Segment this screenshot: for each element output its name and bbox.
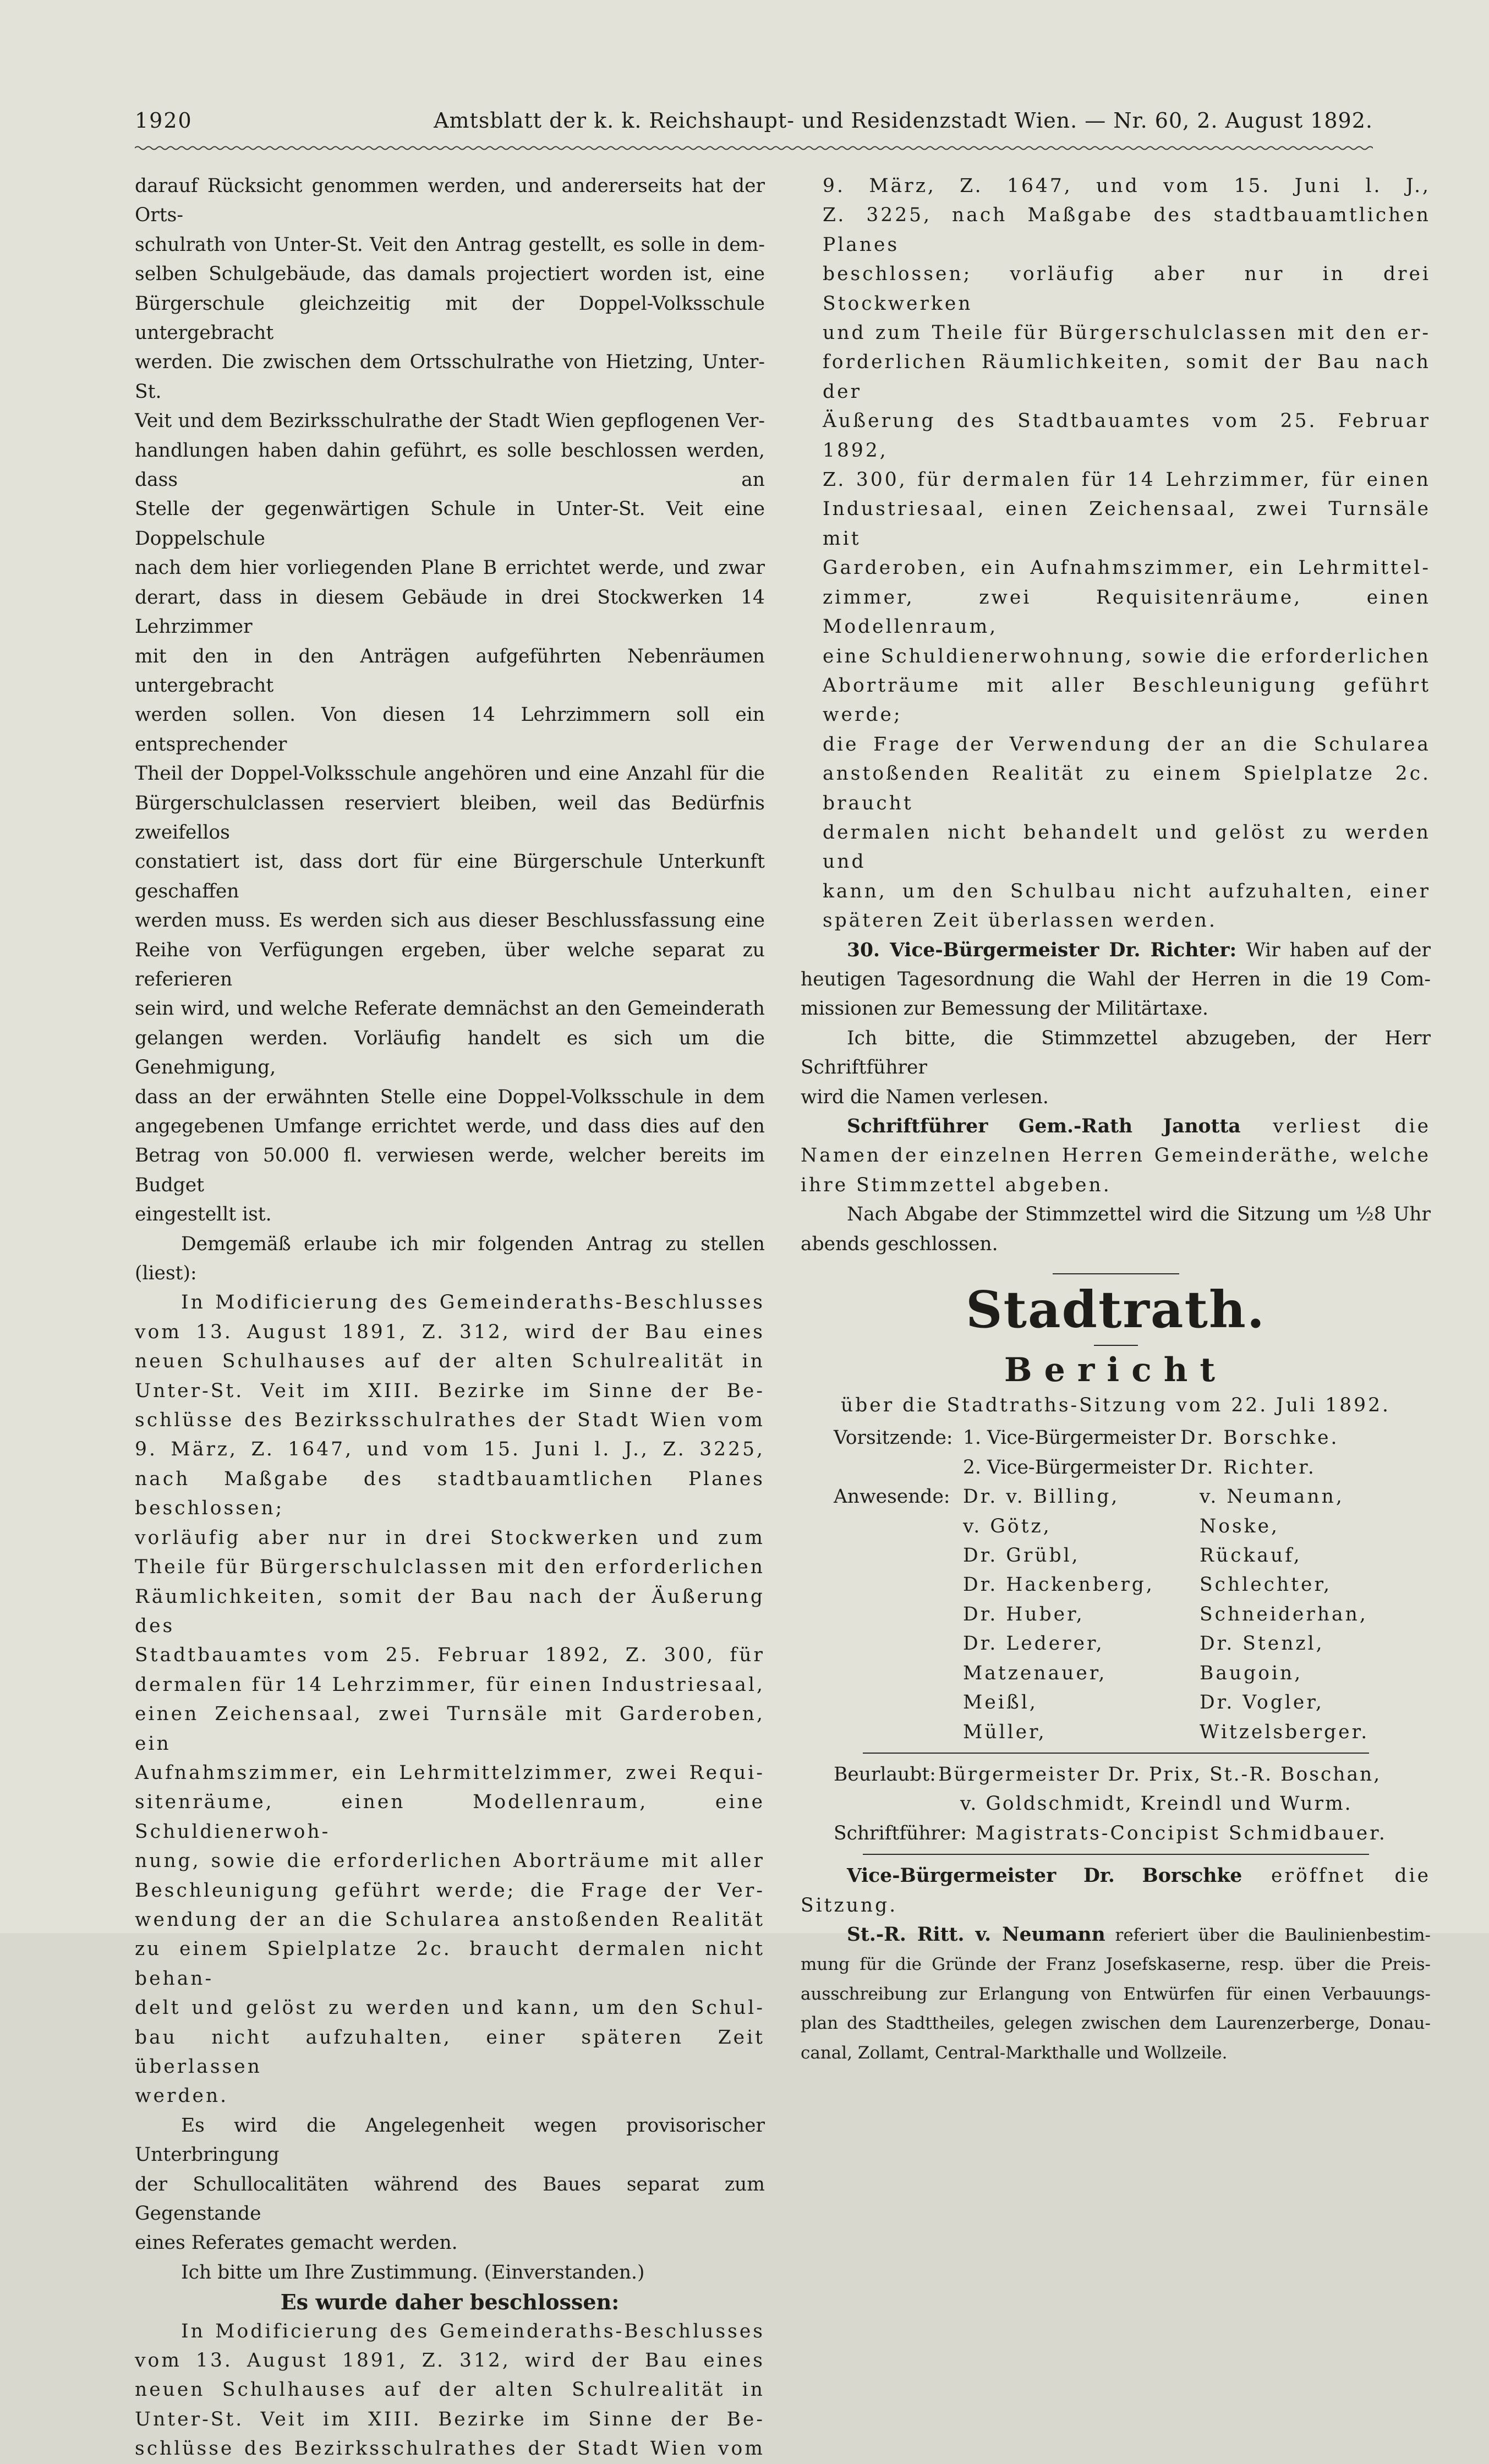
page-number: 1920 — [135, 108, 193, 133]
member-name: Dr. v. Billing, — [963, 1486, 1120, 1508]
member-name: Witzelsberger. — [1200, 1721, 1370, 1743]
leave-label: Beurlaubt: — [834, 1763, 936, 1786]
report-title: Bericht — [1004, 1351, 1228, 1390]
chair-label: Vorsitzende: — [834, 1427, 953, 1449]
text-line: dass an der erwähnten Stelle eine Doppel-Volksschule in dem — [135, 1086, 765, 1108]
text-line: Theile für Bürgerschulclassen mit den erforderlichen — [135, 1556, 765, 1579]
text-line: Räumlichkeiten, somit der Bau nach der Äußerung des — [135, 1585, 765, 1637]
present-label: Anwesende: — [834, 1486, 950, 1508]
text-line: Veit und dem Bezirksschulrathe der Stadt Wien gepflogenen Ver- — [135, 410, 765, 432]
left-paragraph-2: Demgemäß erlaube ich mir folgenden Antrag zu stellen (liest): — [135, 1233, 765, 1285]
text-line: dermalen für 14 Lehrzimmer, für einen Industriesaal, — [135, 1673, 765, 1696]
text-line: Nach Abgabe der Stimmzettel wird die Sitzung um ½8 Uhr — [847, 1203, 1431, 1226]
text-line: schulrath von Unter-St. Veit den Antrag gestellt, es solle in dem- — [135, 233, 765, 256]
text-line: mit den in den Anträgen aufgeführten Nebenräumen untergebracht — [135, 645, 765, 697]
text-line: werden. Die zwischen dem Ortsschulrathe von Hietzing, Unter-St. — [135, 351, 765, 403]
text-line: Es wird die Angelegenheit wegen provisorischer Unterbringung — [135, 2114, 765, 2166]
text-line: darauf Rücksicht genommen werden, und andererseits hat der Orts- — [135, 175, 765, 227]
member-name: Dr. Lederer, — [963, 1633, 1104, 1655]
text-line: Z. 300, für dermalen für 14 Lehrzimmer, für einen — [823, 469, 1431, 491]
left-paragraph-4 — [135, 2111, 765, 2258]
present-label — [834, 1688, 963, 1717]
present-table — [834, 1482, 1369, 1747]
text-line: plan des Stadttheiles, gelegen zwischen dem Laurenzerberge, Donau- — [801, 2013, 1431, 2034]
text-line: der Schullocalitäten während des Baues separat zum Gegenstande — [135, 2173, 765, 2225]
neumann-paragraph-first-line — [801, 1920, 1431, 1950]
text-line: derart, dass in diesem Gebäude in drei Stockwerken 14 Lehrzimmer — [135, 586, 765, 638]
leave-table — [834, 1760, 1381, 1819]
text-line: constatiert ist, dass dort für eine Bürgerschule Unterkunft geschaffen — [135, 851, 765, 902]
text-line: Aborträume mit aller Beschleunigung geführt werde; — [823, 674, 1431, 726]
member-name: Baugoin, — [1200, 1662, 1303, 1684]
member-name: Dr. Grübl, — [963, 1545, 1080, 1567]
text-line: eines Referates gemacht werden. — [135, 2232, 458, 2254]
text-line: beschlossen; vorläufig aber nur in drei Stockwerken — [823, 263, 1431, 315]
text-line: vom 13. August 1891, Z. 312, wird der Bau eines — [135, 2350, 765, 2372]
text-line: Stadtbauamtes vom 25. Februar 1892, Z. 300, für — [135, 1644, 765, 1667]
text-line: mung für die Gründe der Franz Josefskaserne, resp. über die Preis- — [801, 1954, 1431, 1975]
section-title: Stadtrath. — [966, 1280, 1266, 1340]
text-line: kann, um den Schulbau nicht aufzuhalten, einer — [823, 880, 1431, 902]
text-line: Garderoben, ein Aufnahmszimmer, ein Lehrmittel- — [823, 557, 1431, 579]
speaker-janotta: Schriftführer Gem.-Rath Janotta — [847, 1115, 1241, 1137]
text-line: werden muss. Es werden sich aus dieser Beschlussfassung eine — [135, 910, 765, 932]
present-label — [834, 1629, 963, 1658]
right-column — [801, 172, 1431, 2068]
left-paragraph-1 — [135, 172, 765, 1230]
chair-row — [834, 1453, 1339, 1482]
text-line: gelangen werden. Vorläufig handelt es sich um die Genehmigung, — [135, 1027, 765, 1079]
text-line: und zum Theile für Bürgerschulclassen mit den er- — [823, 322, 1431, 344]
text-line: In Modificierung des Gemeinderaths-Beschlusses — [181, 1291, 765, 1314]
text-line: dermalen nicht behandelt und gelöst zu werden und — [823, 821, 1431, 873]
text-line: eingestellt ist. — [135, 1203, 272, 1226]
chair-label — [834, 1453, 963, 1482]
header-wavy-rule — [135, 144, 1373, 152]
text-line: delt und gelöst zu werden und kann, um den Schul- — [135, 1997, 765, 2019]
text-line: schlüsse des Bezirksschulrathes der Stadt Wien vom — [135, 2438, 765, 2460]
present-label — [834, 1718, 963, 1747]
present-row — [834, 1512, 1369, 1541]
text-line: Namen der einzelnen Herren Gemeinderäthe, welche — [801, 1145, 1431, 1167]
member-name: Müller, — [963, 1721, 1047, 1743]
text-line: Industriesaal, einen Zeichensaal, zwei Turnsäle mit — [823, 498, 1431, 550]
present-row — [834, 1570, 1369, 1600]
text-line: einen Zeichensaal, zwei Turnsäle mit Garderoben, ein — [135, 1703, 765, 1755]
text-line: späteren Zeit überlassen werden. — [823, 910, 1217, 932]
leave-label — [834, 1789, 938, 1819]
text-line: Bürgerschule gleichzeitig mit der Doppel-Volksschule untergebracht — [135, 292, 765, 344]
speaker-neumann: St.-R. Ritt. v. Neumann — [847, 1923, 1105, 1946]
secretary-label: Schriftführer: — [834, 1822, 967, 1844]
text-line: wird die Namen verlesen. — [801, 1086, 1049, 1108]
text-line: Beschleunigung geführt werde; die Frage der Ver- — [135, 1879, 765, 1902]
chair-name: Dr. Richter. — [1180, 1456, 1316, 1479]
text-line: 9. März, Z. 1647, und vom 15. Juni l. J., — [823, 175, 1431, 197]
left-resolution-draft — [135, 1288, 765, 2111]
text-line: werden sollen. Von diesen 14 Lehrzimmern soll ein entsprechender — [135, 704, 765, 755]
secretary-table — [834, 1819, 1387, 1848]
text-line: sitenräume, einen Modellenraum, eine Schuldienerwoh- — [135, 1791, 765, 1843]
text-line: sein wird, und welche Referate demnächst an den Gemeinderath — [135, 998, 765, 1020]
text-line: ausschreibung zur Erlangung von Entwürfen für einen Verbauungs- — [801, 1984, 1431, 2004]
text-line: schlüsse des Bezirksschulrathes der Stadt Wien vom — [135, 1409, 765, 1432]
text-line: Unter-St. Veit im XIII. Bezirke im Sinne der Be- — [135, 1379, 765, 1402]
text-line: handlungen haben dahin geführt, es solle beschlossen werden, dass an — [135, 439, 765, 491]
text-line: nach dem hier vorliegenden Plane B errichtet werde, und zwar — [135, 557, 765, 579]
present-row — [834, 1600, 1369, 1629]
text-line: Unter-St. Veit im XIII. Bezirke im Sinne der Be- — [135, 2408, 765, 2430]
member-name: v. Neumann, — [1200, 1486, 1344, 1508]
closing-paragraph — [801, 1200, 1431, 1259]
richter-paragraph — [801, 965, 1431, 1024]
running-title: Amtsblatt der k. k. Reichshaupt- und Residenzstadt Wien. — Nr. 60, 2. August 1892. — [434, 108, 1373, 133]
left-paragraph-5: Ich bitte um Ihre Zustimmung. (Einverstanden.) — [181, 2261, 645, 2284]
text-line: nach Maßgabe des stadtbauamtlichen Planes beschlossen; — [135, 1468, 765, 1520]
richter-text-start: Wir haben auf der — [1236, 939, 1431, 961]
member-name: v. Götz, — [963, 1515, 1052, 1537]
leave-row — [834, 1760, 1381, 1789]
janotta-paragraph-first-line — [801, 1112, 1431, 1141]
chair-table — [834, 1423, 1339, 1482]
text-line: neuen Schulhauses auf der alten Schulrealität in — [135, 2379, 765, 2401]
text-line: Äußerung des Stadtbauamtes vom 25. Februar 1892, — [823, 410, 1431, 462]
member-name: Schneiderhan, — [1200, 1603, 1368, 1625]
text-line: Z. 3225, nach Maßgabe des stadtbauamtlichen Planes — [823, 204, 1431, 256]
ballot-paragraph — [801, 1024, 1431, 1112]
member-name: Dr. Hackenberg, — [963, 1574, 1154, 1596]
text-line: 9. März, Z. 1647, und vom 15. Juni l. J., Z. 3225, — [135, 1438, 765, 1461]
right-resolution-continued — [801, 172, 1431, 936]
text-line: Theil der Doppel-Volksschule angehören und eine Anzahl für die — [135, 763, 765, 785]
member-name: Matzenauer, — [963, 1662, 1107, 1684]
text-line: die Frage der Verwendung der an die Schularea — [823, 733, 1431, 755]
speaker-borschke: Vice-Bürgermeister Dr. Borschke — [847, 1865, 1242, 1887]
text-line: nung, sowie die erforderlichen Aborträume mit aller — [135, 1850, 765, 1872]
text-line: Ich bitte, die Stimmzettel abzugeben, der Herr Schriftführer — [801, 1027, 1431, 1079]
leave-names: v. Goldschmidt, Kreindl und Wurm. — [960, 1793, 1353, 1815]
member-name: Schlechter, — [1200, 1574, 1332, 1596]
text-line: zimmer, zwei Requisitenräume, einen Modellenraum, — [823, 586, 1431, 638]
opening-text: eröffnet die Sitzung. — [801, 1865, 1431, 1917]
present-row — [834, 1688, 1369, 1717]
chair-role: 2. Vice-Bürgermeister — [963, 1456, 1176, 1479]
text-line: anstoßenden Realität zu einem Spielplatze 2c. braucht — [823, 763, 1431, 814]
member-name: Meißl, — [963, 1691, 1038, 1714]
present-label — [834, 1600, 963, 1629]
present-row — [834, 1482, 1369, 1512]
present-label — [834, 1570, 963, 1600]
left-column — [135, 172, 765, 2464]
text-line: Bürgerschulclassen reserviert bleiben, weil das Bedürfnis zweifellos — [135, 792, 765, 844]
text-line: bau nicht aufzuhalten, einer späteren Zeit überlassen — [135, 2026, 765, 2078]
leave-row — [834, 1789, 1381, 1819]
richter-paragraph-first-line — [801, 936, 1431, 965]
text-line: vorläufig aber nur in drei Stockwerken und zum — [135, 1526, 765, 1549]
janotta-paragraph — [801, 1141, 1431, 1200]
text-line: abends geschlossen. — [801, 1233, 998, 1255]
text-line: In Modificierung des Gemeinderaths-Beschlusses — [181, 2320, 765, 2342]
janotta-text-start: verliest die — [1240, 1115, 1431, 1137]
text-line: heutigen Tagesordnung die Wahl der Herren in die 19 Com- — [801, 968, 1431, 990]
secretary-name: Magistrats-Concipist Schmidbauer. — [975, 1822, 1387, 1844]
left-resolution-final — [135, 2317, 765, 2464]
neumann-text-start: referiert über die Baulinienbestim- — [1105, 1925, 1431, 1945]
title-divider — [1094, 1345, 1138, 1346]
chair-name: Dr. Borschke. — [1180, 1427, 1339, 1449]
present-label — [834, 1541, 963, 1570]
text-line: ihre Stimmzettel abgeben. — [801, 1174, 1112, 1196]
member-name: Dr. Stenzl, — [1200, 1633, 1324, 1655]
text-line: Betrag von 50.000 fl. verwiesen werde, welcher bereits im Budget — [135, 1145, 765, 1196]
member-name: Rückauf, — [1200, 1545, 1302, 1567]
text-line: forderlichen Räumlichkeiten, somit der Bau nach der — [823, 351, 1431, 403]
text-line: zu einem Spielplatze 2c. braucht dermalen nicht behan- — [135, 1938, 765, 1990]
text-line: selben Schulgebäude, das damals projectiert worden ist, eine — [135, 263, 765, 286]
text-line: canal, Zollamt, Central-Markthalle und Wollzeile. — [801, 2043, 1228, 2063]
resolution-heading: Es wurde daher beschlossen: — [280, 2290, 620, 2315]
leave-names: Bürgermeister Dr. Prix, St.-R. Boschan, — [938, 1763, 1382, 1786]
text-line: Stelle der gegenwärtigen Schule in Unter-St. Veit eine Doppelschule — [135, 498, 765, 550]
chair-row — [834, 1423, 1339, 1453]
session-date: über die Stadtraths-Sitzung vom 22. Juli 1892. — [840, 1394, 1391, 1417]
member-name: Dr. Vogler, — [1200, 1691, 1324, 1714]
present-row — [834, 1629, 1369, 1658]
text-line: neuen Schulhauses auf der alten Schulrealität in — [135, 1350, 765, 1373]
text-line: wendung der an die Schularea anstoßenden Realität — [135, 1908, 765, 1931]
page-header — [135, 108, 1373, 141]
present-row — [834, 1718, 1369, 1747]
present-label — [834, 1512, 963, 1541]
text-line: missionen zur Bemessung der Militärtaxe. — [801, 998, 1209, 1020]
text-line: eine Schuldienerwohnung, sowie die erforderlichen — [823, 645, 1431, 667]
text-line: angegebenen Umfange errichtet werde, und dass dies auf den — [135, 1115, 765, 1137]
speaker-richter: 30. Vice-Bürgermeister Dr. Richter: — [847, 939, 1237, 961]
text-line: Reihe von Verfügungen ergeben, über welche separat zu referieren — [135, 939, 765, 990]
text-line: Aufnahmszimmer, ein Lehrmittelzimmer, zwei Requi- — [135, 1761, 765, 1784]
present-row — [834, 1541, 1369, 1570]
present-label — [834, 1659, 963, 1688]
member-name: Noske, — [1200, 1515, 1279, 1537]
text-line: vom 13. August 1891, Z. 312, wird der Bau eines — [135, 1321, 765, 1343]
member-name: Dr. Huber, — [963, 1603, 1085, 1625]
chair-role: 1. Vice-Bürgermeister — [963, 1427, 1176, 1449]
present-row — [834, 1659, 1369, 1688]
opening-paragraph — [801, 1861, 1431, 1920]
text-line: werden. — [135, 2085, 229, 2107]
neumann-paragraph — [801, 1950, 1431, 2068]
